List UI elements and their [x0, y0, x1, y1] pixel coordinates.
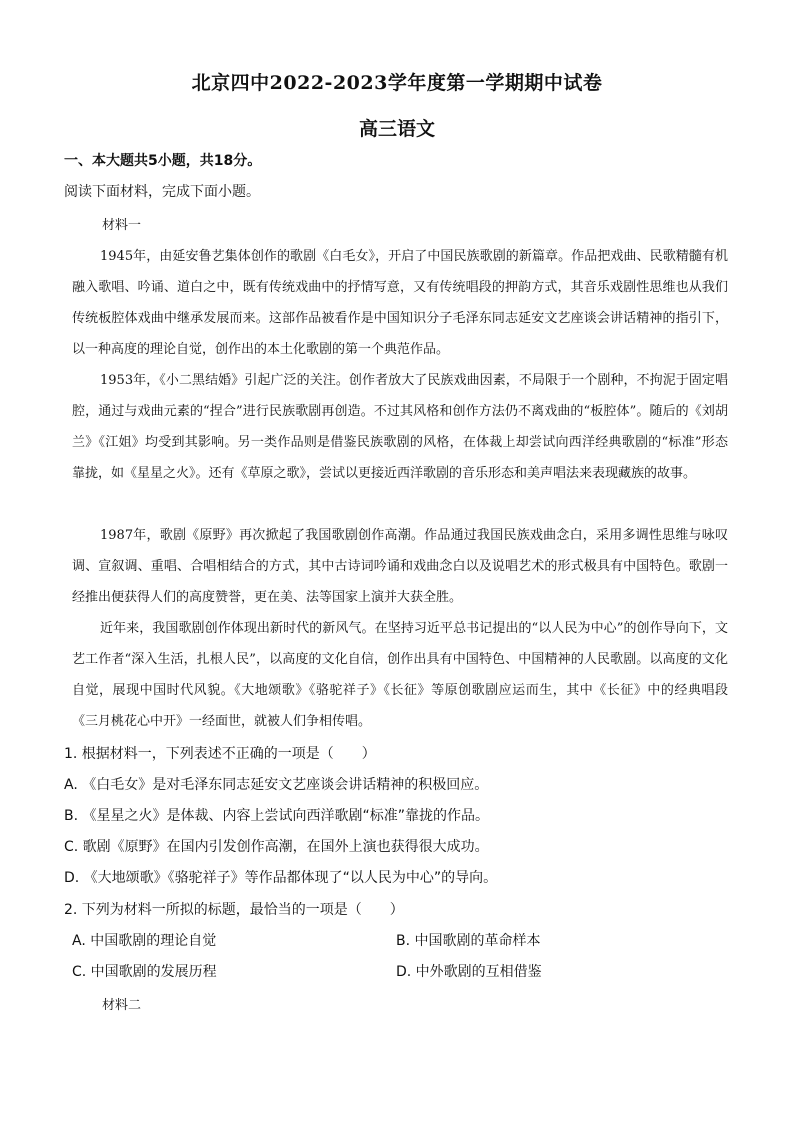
question-1-option-c: C. 歌剧《原野》在国内引发创作高潮，在国外上演也获得很大成功。 [64, 839, 489, 855]
question-2-option-a: A. 中国歌剧的理论自觉 [72, 933, 217, 949]
exam-title: 北京四中2022-2023学年度第一学期期中试卷 [191, 72, 603, 94]
question-2-option-d: D. 中外歌剧的互相借鉴 [396, 964, 542, 980]
paragraph-recent: 近年来，我国歌剧创作体现出新时代的新风气。在坚持习近平总书记提出的“以人民为中心”的创作导向下，文艺工作者“深入生活，扎根人民”，以高度的文化自信，创作出具有中国特色、中国精神的人民歌剧。以高度的文化自觉，展现中国时代风貌。《大地颂歌》《骆驼祥子》《长征》等原创歌剧应运而生，其中《长征》中的经典唱段《三月桃花心中开》一经面世，就被人们争相传唱。 [72, 621, 728, 729]
question-2-option-c: C. 中国歌剧的发展历程 [72, 964, 217, 980]
section-heading: 一、本大题共5小题，共18分。 [64, 153, 262, 169]
paragraph-1945: 1945年，由延安鲁艺集体创作的歌剧《白毛女》，开启了中国民族歌剧的新篇章。作品把戏曲、民歌精髓有机融入歌唱、吟诵、道白之中，既有传统戏曲中的抒情写意，又有传统唱段的押韵方式，其音乐戏剧性思维也从我们传统板腔体戏曲中继承发展而来。这部作品被看作是中国知识分子毛泽东同志延安文艺座谈会讲话精神的指引下，以一种高度的理论自觉，创作出的本土化歌剧的第一个典范作品。 [72, 249, 728, 357]
reading-instruction: 阅读下面材料，完成下面小题。 [64, 184, 260, 200]
material-two-label: 材料二 [102, 998, 142, 1013]
question-2-option-b: B. 中国歌剧的革命样本 [396, 933, 541, 949]
exam-subject: 高三语文 [358, 118, 435, 140]
material-one-label: 材料一 [102, 218, 142, 233]
paragraph-1987: 1987年，歌剧《原野》再次掀起了我国歌剧创作高潮。作品通过我国民族戏曲念白，采用多调性思维与咏叹调、宣叙调、重唱、合唱相结合的方式，其中古诗词吟诵和戏曲念白以及说唱艺术的形式极具有中国特色。歌剧一经推出便获得人们的高度赞誉，更在美、法等国家上演并大获全胜。 [72, 528, 728, 605]
question-1-stem: 1. 根据材料一，下列表述不正确的一项是（ ） [64, 746, 376, 762]
question-1-option-b: B. 《星星之火》是体裁、内容上尝试向西洋歌剧“标准”靠拢的作品。 [64, 808, 490, 824]
question-2-stem: 2. 下列为材料一所拟的标题，最恰当的一项是（ ） [64, 902, 404, 918]
paragraph-1953: 1953年，《小二黑结婚》引起广泛的关注。创作者放大了民族戏曲因素，不局限于一个剧种，不拘泥于固定唱腔，通过与戏曲元素的“捏合”进行民族歌剧再创造。不过其风格和创作方法仍不离戏曲的“板腔体”。随后的《刘胡兰》《江姐》均受到其影响。另一类作品则是借鉴民族歌剧的风格，在体裁上却尝试向西洋经典歌剧的“标准”形态靠拢，如《星星之火》。还有《草原之歌》，尝试以更接近西洋歌剧的音乐形态和美声唱法来表现藏族的故事。 [72, 373, 728, 481]
question-1-option-d: D. 《大地颂歌》《骆驼祥子》等作品都体现了“以人民为中心”的导向。 [64, 870, 498, 886]
question-1-option-a: A. 《白毛女》是对毛泽东同志延安文艺座谈会讲话精神的积极回应。 [64, 777, 489, 793]
